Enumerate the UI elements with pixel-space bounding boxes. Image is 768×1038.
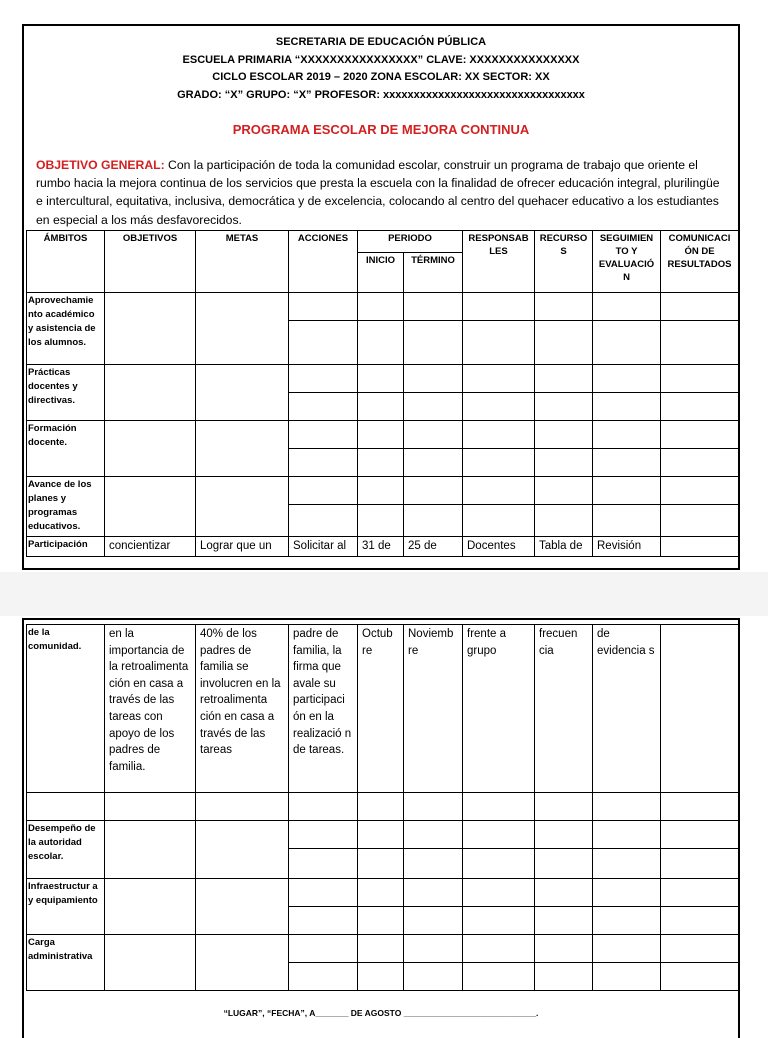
ambito-participacion-cont: de la comunidad. [27, 625, 105, 793]
page-gap [0, 572, 768, 616]
participacion-meta-cont: 40% de los padres de familia se involucren en la retroalimenta ción en casa a través de las tareas [196, 625, 289, 793]
ambito-avance: Avance de los planes y programas educativos. [27, 477, 105, 537]
col-metas: METAS [196, 231, 289, 293]
document-header [24, 34, 738, 104]
participacion-inicio-cont: Octub re [358, 625, 404, 793]
ambito-practicas: Prácticas docentes y directivas. [27, 365, 105, 421]
ambito-carga: Carga administrativa [27, 935, 105, 991]
participacion-responsables-cont: frente a grupo [463, 625, 535, 793]
col-acciones: ACCIONES [289, 231, 358, 293]
participacion-objetivo: concientizar [105, 537, 196, 557]
col-ambitos: ÁMBITOS [27, 231, 105, 293]
ambito-participacion: Participación [27, 537, 105, 557]
col-inicio: INICIO [358, 253, 404, 293]
participacion-responsables: Docentes [463, 537, 535, 557]
participacion-seguimiento-cont: de evidencia s [593, 625, 661, 793]
participacion-recursos: Tabla de [535, 537, 593, 557]
col-periodo: PERIODO [358, 231, 463, 253]
participacion-termino: 25 de [404, 537, 463, 557]
program-table-continued [26, 624, 739, 991]
participacion-meta: Lograr que un [196, 537, 289, 557]
document-page-1 [22, 24, 740, 570]
participacion-seguimiento: Revisión [593, 537, 661, 557]
participacion-recursos-cont: frecuen cia [535, 625, 593, 793]
ambito-infraestructura: Infraestructur a y equipamiento [27, 879, 105, 935]
ambito-desempeno: Desempeño de la autoridad escolar. [27, 821, 105, 879]
program-table [26, 230, 739, 557]
signature-footer: “LUGAR”, “FECHA”, A_______ DE AGOSTO ____________________________. [223, 1008, 539, 1018]
col-responsables: RESPONSAB LES [463, 231, 535, 293]
col-recursos: RECURSO S [535, 231, 593, 293]
header-line-4: GRADO: “X” GRUPO: “X” PROFESOR: xxxxxxxxxxxxxxxxxxxxxxxxxxxxxxxxx [177, 88, 585, 101]
ambito-formacion: Formación docente. [27, 421, 105, 477]
program-title: PROGRAMA ESCOLAR DE MEJORA CONTINUA [232, 122, 530, 137]
participacion-objetivo-cont: en la importancia de la retroalimenta ción en casa a través de las tareas con apoyo de los padres de familia. [105, 625, 196, 793]
header-line-3: CICLO ESCOLAR 2019 – 2020 ZONA ESCOLAR: XX SECTOR: XX [212, 71, 550, 83]
col-objetivos: OBJETIVOS [105, 231, 196, 293]
ambito-aprovechamiento: Aprovechamie nto académico y asistencia de los alumnos. [27, 293, 105, 365]
general-objective [36, 156, 726, 229]
document-page-2 [22, 618, 740, 1038]
objective-label: OBJETIVO GENERAL: [36, 158, 165, 172]
col-termino: TÉRMINO [404, 253, 463, 293]
header-line-2: ESCUELA PRIMARIA “XXXXXXXXXXXXXXXX” CLAVE: XXXXXXXXXXXXXXX [182, 53, 580, 66]
col-seguimiento: SEGUIMIEN TO Y EVALUACIÓ N [593, 231, 661, 293]
participacion-accion: Solicitar al [289, 537, 358, 557]
participacion-termino-cont: Noviemb re [404, 625, 463, 793]
objective-text: Con la participación de toda la comunidad escolar, construir un programa de trabajo que oriente el rumbo hacia la mejora continua de los servicios que presta la escuela con la finalidad de ofrecer educación integral, plurilingüe e intercultural, equitativa, inclusiva, democrática y de excelencia, colocando al centro del quehacer educativo a los estudiantes en especial a los más desfavorecidos. [36, 158, 720, 227]
col-comunicacion: COMUNICACI ÓN DE RESULTADOS [661, 231, 739, 293]
header-line-1: SECRETARIA DE EDUCACIÓN PÚBLICA [275, 36, 487, 48]
participacion-inicio: 31 de [358, 537, 404, 557]
participacion-accion-cont: padre de familia, la firma que avale su participaci ón en la realizació n de tareas. [289, 625, 358, 793]
